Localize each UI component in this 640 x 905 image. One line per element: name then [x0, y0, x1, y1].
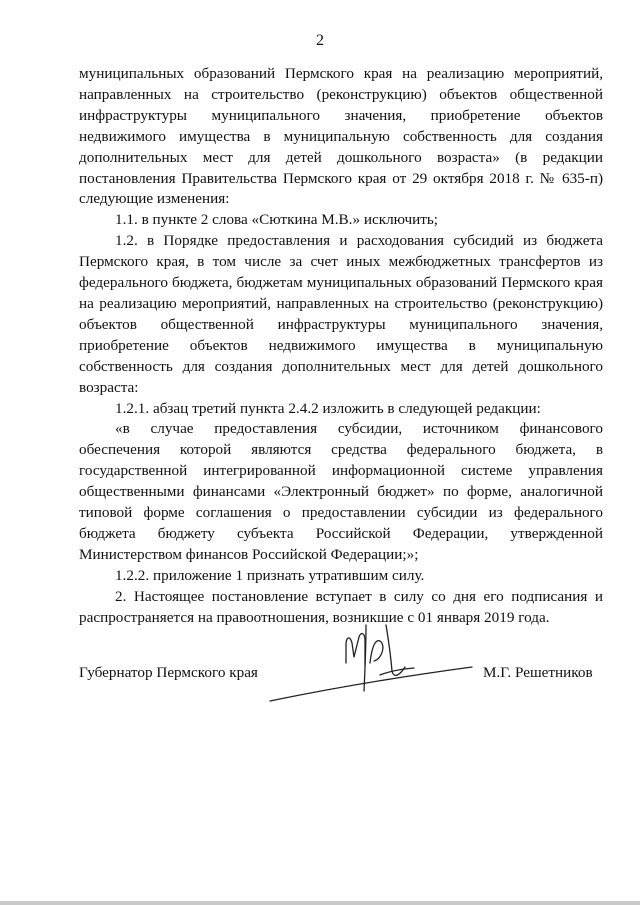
paragraph-item-2: 2. Настоящее постановление вступает в силу со дня его подписания и распространяется на правоотношения, возникшие с 01 января 2019 года.	[79, 587, 603, 626]
paragraph-quoted-text: «в случае предоставления субсидии, источником финансового обеспечения которой являются средства федерального бюджета, в государственной интегрированной информационной системе управления общественными финансами «Электронный бюджет» по форме, аналогичной типовой форме соглашения о предоставлении субсидии из федерального бюджета бюджету субъекта Российской Федерации, утвержденной Министерством финансов Российской Федерации;»;	[79, 420, 603, 563]
handwritten-signature	[258, 615, 488, 705]
paragraph-continuation: муниципальных образований Пермского края на реализацию мероприятий, направленных на строительство (реконструкцию) объектов общественной инфраструктуры муниципального значения, приобретение объектов недвижимого имущества в муниципальную собственность для создания дополнительных мест для детей дошкольного возраста» (в редакции постановления Правительства Пермского края от 29 октября 2018 г. № 635-п) следующие изменения:	[79, 65, 603, 208]
page-number: 2	[316, 32, 324, 49]
paragraph-item-1-2-2: 1.2.2. приложение 1 признать утратившим силу.	[115, 566, 425, 584]
signatory-name: М.Г. Решетников	[483, 664, 593, 681]
paragraph-item-1-2: 1.2. в Порядке предоставления и расходования субсидий из бюджета Пермского края, в том числе за счет иных межбюджетных трансфертов из федерального бюджета, бюджетам муниципальных образований Пермского края на реализацию мероприятий, направленных на строительство (реконструкцию) объектов общественной инфраструктуры муниципального значения, приобретение объектов недвижимого имущества в муниципальную собственность для создания дополнительных мест для детей дошкольного возраста:	[79, 232, 603, 396]
paragraph-item-1-1: 1.1. в пункте 2 слова «Сюткина М.В.» исключить;	[115, 211, 439, 229]
document-body	[79, 64, 603, 628]
paragraph-item-1-2-1: 1.2.1. абзац третий пункта 2.4.2 изложить в следующей редакции:	[115, 399, 541, 417]
scan-bottom-edge	[0, 901, 640, 905]
signatory-position: Губернатор Пермского края	[79, 664, 258, 681]
